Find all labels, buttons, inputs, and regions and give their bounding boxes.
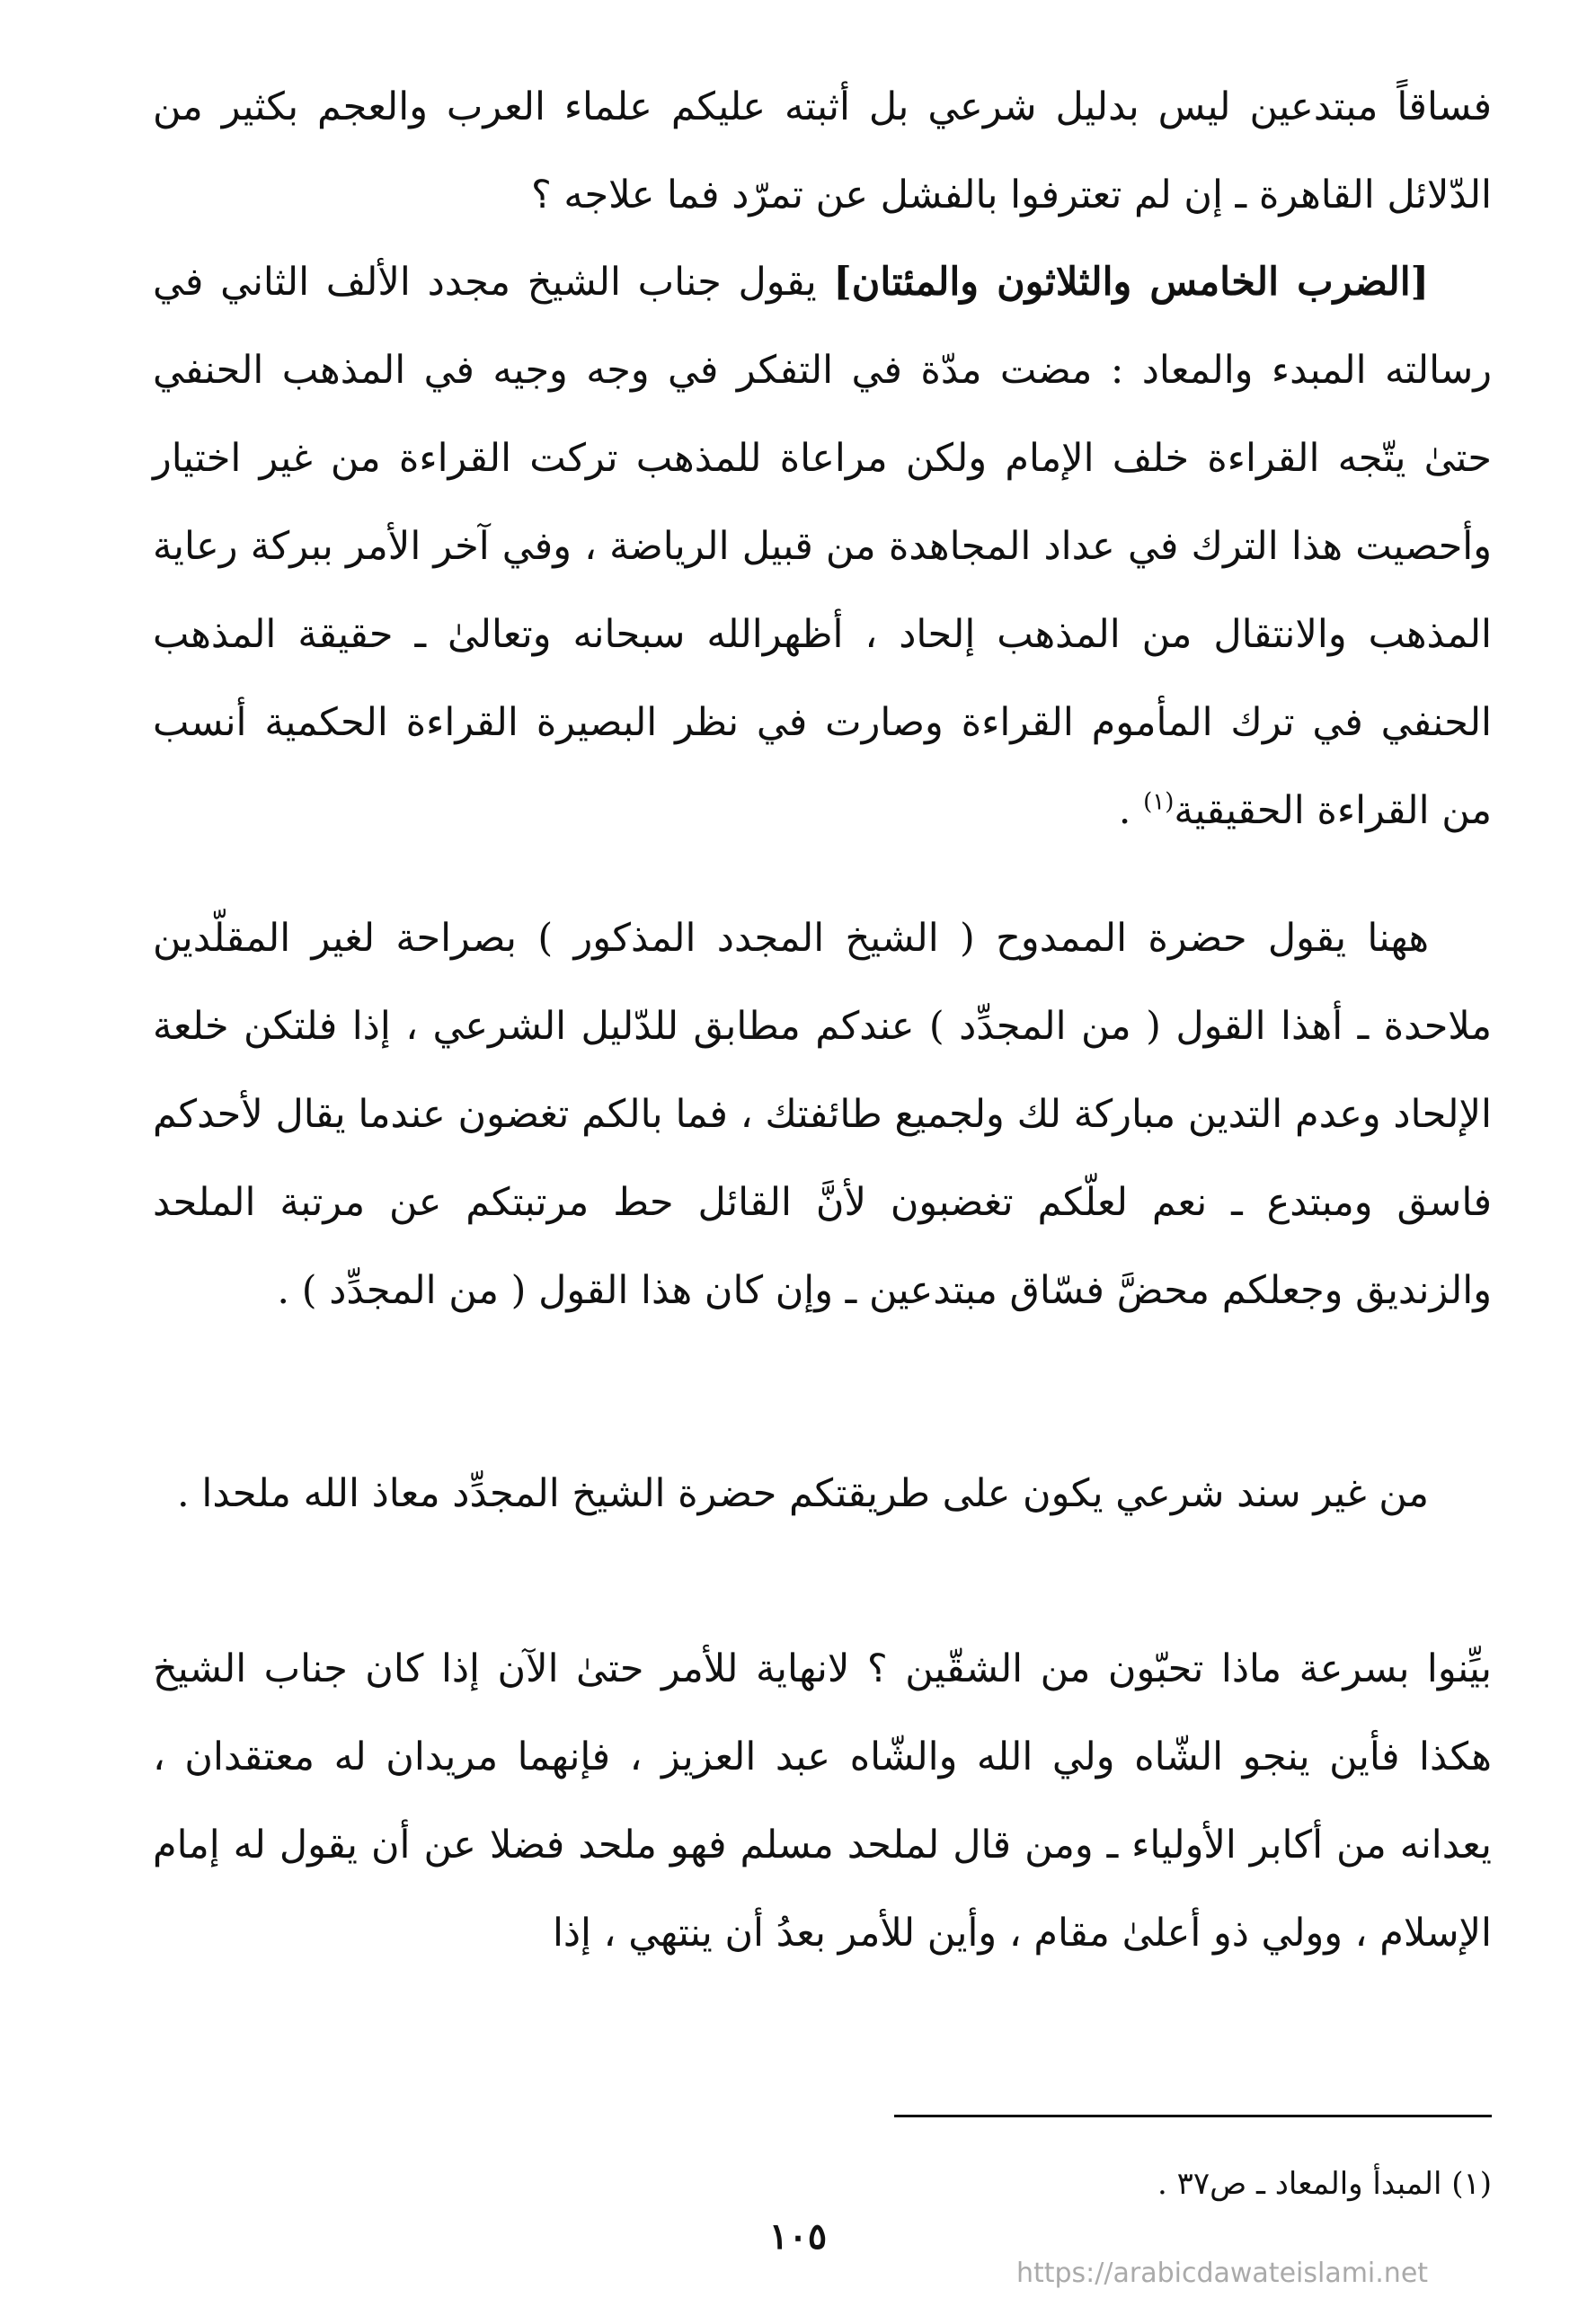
- paragraph-3-text: ههنا يقول حضرة الممدوح ( الشيخ المجدد المذكور ) بصراحة لغير المقلّدين ملاحدة ـ أهذا القول ( من المجدِّد ) عندكم مطابق للدّليل الشرعي ، إذا فلتكن خلعة الإلحاد وعدم التدين مباركة لك ولجميع طائفتك ، فما بالكم تغضون عندما يقال لأحدكم فاسق ومبتدع ـ نعم لعلّكم تغضبون لأنَّ القائل حط مرتبتكم عن مرتبة الملحد والزنديق وجعلكم محضَّ فسّاق مبتدعين ـ وإن كان هذا القول ( من المجدِّد ) .: [153, 916, 1492, 1313]
- footnote: (١) المبدأ والمعاد ـ ص٣٧ .: [1157, 2166, 1492, 2202]
- paragraph-1-text: فساقاً مبتدعين ليس بدليل شرعي بل أثبته عليكم علماء العرب والعجم بكثير من الدّلائل القاهرة ـ إن لم تعترفوا بالفشل عن تمرّد فما علاجه ؟: [153, 84, 1492, 217]
- watermark-url: https://arabicdawateislami.net: [1015, 2258, 1429, 2289]
- page-number: ١٠٥: [768, 2215, 828, 2258]
- paragraph-2-tail: .: [1118, 788, 1144, 833]
- paragraph-5: [153, 1625, 1492, 1977]
- paragraph-2-text: يقول جناب الشيخ مجدد الألف الثاني في رسالته المبدء والمعاد : مضت مدّة في التفكر في وجه وجيه في المذهب الحنفي حتىٰ يتّجه القراءة خلف الإمام ولكن مراعاة للمذهب تركت القراءة من غير اختيار وأحصيت هذا الترك في عداد المجاهدة من قبيل الرياضة ، وفي آخر الأمر ببركة رعاية المذهب والانتقال من المذهب إلحاد ، أظهرالله سبحانه وتعالىٰ ـ حقيقة المذهب الحنفي في ترك المأموم القراءة وصارت في نظر البصيرة القراءة الحكمية أنسب من القراءة الحقيقية: [153, 260, 1492, 833]
- footnote-reference[interactable]: (١): [1143, 788, 1175, 816]
- paragraph-3: [153, 894, 1492, 1335]
- paragraph-2: [153, 238, 1492, 855]
- footnote-separator: [894, 2115, 1492, 2117]
- paragraph-4: [153, 1450, 1492, 1538]
- paragraph-1: [153, 63, 1492, 239]
- paragraph-4-text: من غير سند شرعي يكون على طريقتكم حضرة الشيخ المجدِّد معاذ الله ملحدا .: [177, 1471, 1429, 1516]
- paragraph-5-text: بيِّنوا بسرعة ماذا تحبّون من الشقّين ؟ لانهاية للأمر حتىٰ الآن إذا كان جناب الشيخ هكذا فأين ينجو الشّاه ولي الله والشّاه عبد العزيز ، فإنهما مريدان له معتقدان ، يعدانه من أكابر الأولياء ـ ومن قال لملحد مسلم فهو ملحد فضلا عن أن يقول له إمام الإسلام ، وولي ذو أعلىٰ مقام ، وأين للأمر بعدُ أن ينتهي ، إذا: [153, 1646, 1492, 1956]
- section-heading: [الضرب الخامس والثلاثون والمئتان]: [833, 260, 1429, 305]
